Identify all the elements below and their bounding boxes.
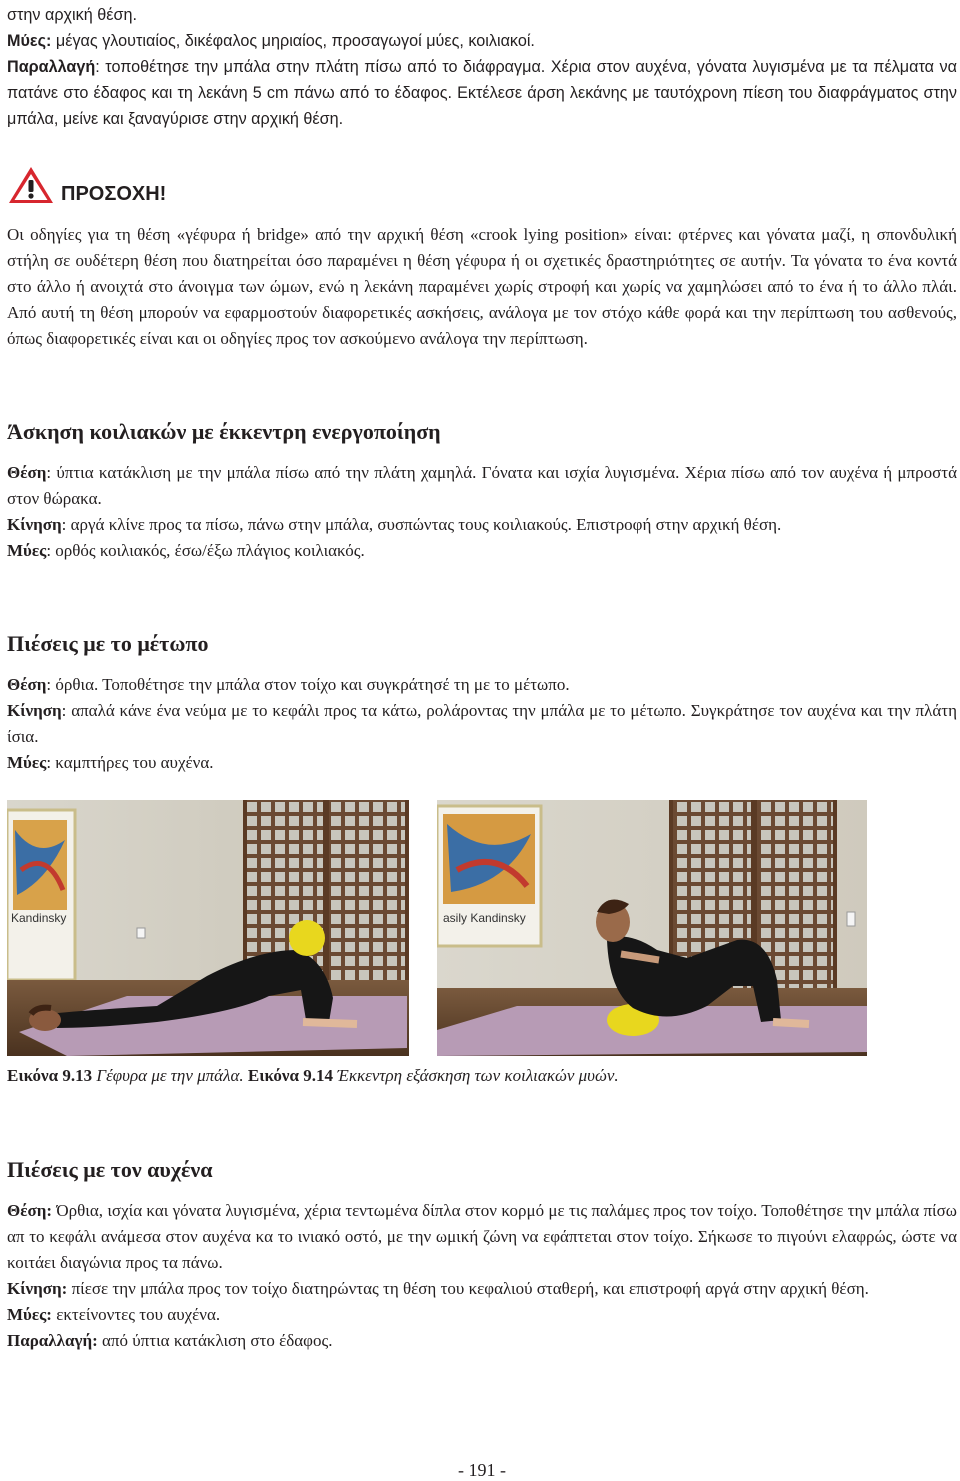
text: : απαλά κάνε ένα νεύμα με το κεφάλι προς τα κάτω, ρολάροντας την μπάλα με το μέτωπο. Συγκράτησε τον αυχένα και την πλάτη ίσια. [7, 701, 957, 746]
text: Όρθια, ισχία και γόνατα λυγισμένα, χέρια τεντωμένα δίπλα στον κορμό με τις παλάμες προς τον τοίχο. Τοποθέτησε την μπάλα πίσω απ το κεφάλι ανάμεσα στον αυχένα κα το ινιακό οστό, με την ωμική ζώνη να εφάπτεται στον τοίχο. Σήκωσε το πιγούνι ελαφρώς, ώστε να κοιτάει διαγώνια προς τα πάνω. [7, 1201, 957, 1272]
text: από ύπτια κατάκλιση στο έδαφος. [97, 1331, 333, 1350]
paragraph [7, 672, 957, 698]
text: εκτείνοντες του αυχένα. [51, 1305, 221, 1324]
text: : αργά κλίνε προς τα πίσω, πάνω στην μπάλα, συσπώντας τους κοιλιακούς. Επιστροφή στην αρχική θέση. [61, 515, 782, 534]
photo-abs [437, 800, 867, 1056]
caption-label: Εικόνα 9.13 [7, 1066, 93, 1085]
poster-text: Kandinsky [11, 911, 67, 925]
label: Θέση [7, 463, 47, 482]
paragraph [7, 2, 957, 28]
paragraph [7, 54, 957, 132]
label: Μύες: [7, 1305, 52, 1324]
paragraph [7, 750, 957, 776]
label: Μύες [7, 541, 47, 560]
text: : ύπτια κατάκλιση με την μπάλα πίσω από την πλάτη χαμηλά. Γόνατα και ισχία λυγισμένα. Χέρια πίσω από τον αυχένα ή μπροστά στον θώρακα. [7, 463, 957, 508]
warning-title: ΠΡΟΣΟΧΗ! [61, 183, 167, 205]
text: μέγας γλουτιαίος, δικέφαλος μηριαίος, προσαγωγοί μύες, κοιλιακοί. [51, 32, 535, 50]
text: : καμπτήρες του αυχένα. [46, 753, 214, 772]
paragraph: Οι οδηγίες για τη θέση «γέφυρα ή bridge» από την αρχική θέση «crook lying position» είναι: φτέρνες και γόνατα μαζί, η σπονδυλική στήλη σε ουδέτερη θέση που διατηρείται όσο παραμένει η θέση γέφυρα ή οι σχετικές δραστηριότητες σε αυτήν. Τα γόνατα το ένα κοντά στο άλλο ή ανοιχτά στο άνοιγμα των ώμων, ενώ η λεκάνη παραμένει χωρίς στροφή και χωρίς να χαμηλώσει από το ένα ή το άλλο πλάι. Από αυτή τη θέση μπορούν να εφαρμοστούν διαφορετικές ασκήσεις, ανάλογα με τον στόχο κάθε φορά και την περίπτωση του ασθενούς, όπως διαφορετικές είναι και οι οδηγίες προς τον ασκούμενο ανάλογα την περίπτωση. [7, 225, 957, 348]
section-title: Άσκηση κοιλιακών με έκκεντρη ενεργοποίηση [7, 419, 441, 444]
paragraph [7, 28, 957, 54]
paragraph [7, 1276, 957, 1302]
text: : τοποθέτησε την μπάλα στην πλάτη πίσω από το διάφραγμα. Χέρια στον αυχένα, γόνατα λυγισμένα με τα πέλματα να πατάνε στο έδαφος και τη λεκάνη 5 cm πάνω από το έδαφος. Εκτέλεσε άρση λεκάνης με ταυτόχρονη πίεση του διαφράγματος στην μπάλα, μείνε και ξαναγύρισε στην αρχική θέση. [7, 58, 957, 128]
paragraph [7, 1302, 957, 1328]
paragraph [7, 512, 957, 538]
label: Μύες: [7, 32, 52, 50]
photo-bridge [7, 800, 409, 1056]
label: Θέση: [7, 1201, 53, 1220]
caption-text: Γέφυρα με την μπάλα. [92, 1066, 244, 1085]
warning-heading [7, 163, 166, 205]
page-number: - 191 - [458, 1460, 506, 1480]
paragraph [7, 460, 957, 512]
paragraph [7, 538, 957, 564]
label: Κίνηση: [7, 1279, 68, 1298]
section-abs [7, 418, 957, 564]
caption-text: Έκκεντρη εξάσκηση των κοιλιακών μυών. [333, 1066, 619, 1085]
poster-text: asily Kandinsky [443, 911, 526, 925]
label: Θέση [7, 675, 47, 694]
paragraph [7, 1198, 957, 1276]
top-section [7, 2, 957, 132]
text: : ορθός κοιλιακός, έσω/έξω πλάγιος κοιλιακός. [46, 541, 365, 560]
label: Μύες [7, 753, 47, 772]
label: Κίνηση [7, 701, 62, 720]
label: Κίνηση [7, 515, 62, 534]
warning-icon [7, 165, 55, 205]
paragraph [7, 698, 957, 750]
paragraph [7, 1328, 957, 1354]
label: Παραλλαγή [7, 58, 96, 76]
label: Παραλλαγή: [7, 1331, 98, 1350]
text: πίεσε την μπάλα προς τον τοίχο διατηρώντας τη θέση του κεφαλιού σταθερή, και επιστροφή αργά στην αρχική θέση. [67, 1279, 869, 1298]
section-title: Πιέσεις με τον αυχένα [7, 1157, 213, 1182]
section-title: Πιέσεις με το μέτωπο [7, 631, 209, 656]
text: : όρθια. Τοποθέτησε την μπάλα στον τοίχο και συγκράτησέ τη με το μέτωπο. [46, 675, 570, 694]
text: στην αρχική θέση. [7, 6, 137, 24]
warning-text [7, 222, 957, 352]
figure-caption [7, 1066, 619, 1086]
section-neck [7, 1156, 957, 1354]
caption-label: Εικόνα 9.14 [247, 1066, 334, 1085]
section-forehead [7, 630, 957, 776]
